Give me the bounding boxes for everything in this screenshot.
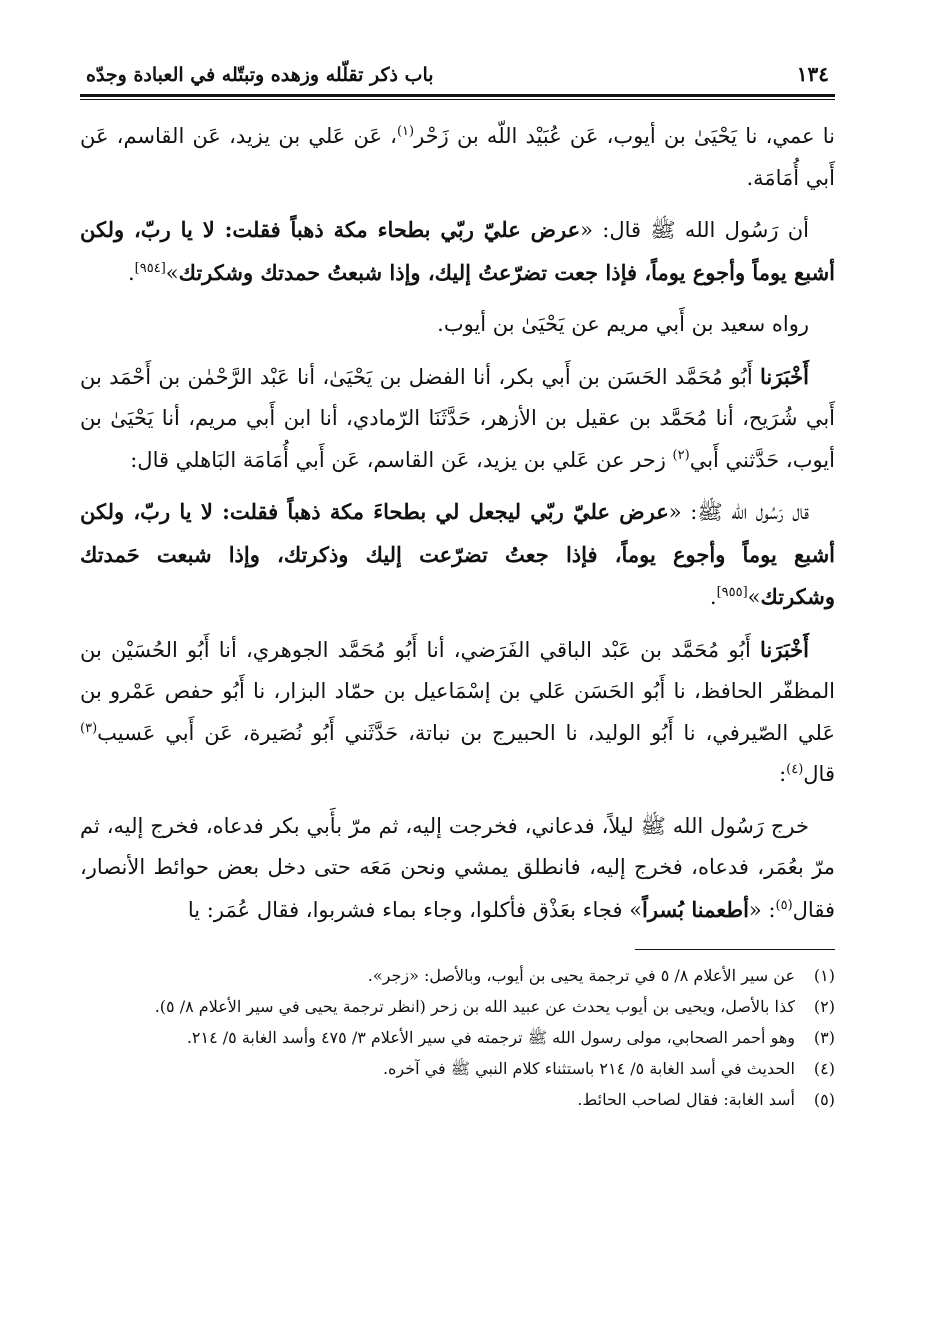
paragraph-6: أَخْبَرَنا أَبُو مُحَمَّد بن عَبْد الباقي الفَرَضي، أنا أَبُو مُحَمَّد الجوهري، أنا أَبُو الحُسَيْن بن المظفّر الحافظ، نا أَبُو الحَسَن عَلي بن إسْمَاعيل بن حمّاد البزار، نا أَبُو حفص عَمْرو بن عَلي الصّيرفي، نا أَبُو الوليد، نا الحبيرج بن نباتة، حَدَّثَني أَبُو نُصَيرة، عَن أَبي عَسيب$^{(٣)}$ قال$^{(٤)}$: — [80, 636, 835, 786]
book-page — [80, 52, 835, 1115]
hadith-text-3: أطعمنا بُسراً — [642, 896, 749, 922]
footnote-1: (١) عن سير الأعلام ٨/ ٥ في ترجمة يحيى بن أيوب، وبالأصل: «زجر». — [367, 966, 835, 985]
footnote-3: (٣) وهو أحمر الصحابي، مولى رسول الله ﷺ ترجمته في سير الأعلام ٣/ ٤٧٥ وأسد الغابة ٥/ ٢١٤. — [186, 1028, 835, 1047]
hadith-number-955: [٩٥٥] — [716, 585, 748, 600]
footnote-2: (٢) كذا بالأصل، ويحيى بن أيوب يحدث عن عبيد الله بن زحر (انظر ترجمة يحيى في سير الأعلام ٨/ ٥). — [154, 997, 835, 1016]
footnote-separator — [635, 949, 835, 950]
paragraph-3: رواه سعيد بن أَبي مريم عن يَحْيَىٰ بن أيوب. — [437, 312, 809, 336]
hadith-number-954: [٩٥٤] — [134, 260, 166, 276]
paragraph-7: خرج رَسُول الله ﷺ ليلاً، فدعاني، فخرجت إليه، ثم مرّ بأَبي بكر فدعاه، فخرج إليه، ثم مرّ بعُمَر، فدعاه، فخرج إليه، فانطلق يمشي ونحن مَعَه حتى دخل بعض حوائط الأنصار، فقال$^{(٥)}$: «أطعمنا بُسراً» فجاء بعَذْق فأكلوا، وجاء بماء فشربوا، فقال عُمَر: يا — [80, 813, 835, 922]
akhbarana-lead: أَخْبَرَنا — [760, 363, 809, 389]
paragraph-5: قال رَسُول الله ﷺ: «عرض عليّ ربّي ليجعل لي بطحاءَ مكة ذهباً فقلت: لا يا ربّ، ولكن أشبع يوماً وأجوع يوماً، فإذا جعتُ تضرّعت إليك وذكرتك، وإذا شبعت حَمدتك وشكرتك»[٩٥٥]. — [80, 499, 835, 609]
hadith-text-1: عرض عليّ ربّي بطحاء مكة ذهباً فقلت: لا يا ربّ، ولكن أشبع يوماً وأجوع يوماً، فإذا جعت تضرّعتُ إليك، وإذا شبعتُ حمدتك وشكرتك — [80, 217, 835, 285]
main-text — [80, 116, 835, 931]
footnote-5: (٥) أسد الغابة: فقال لصاحب الحائط. — [577, 1090, 835, 1109]
paragraph-1: نا عمي، نا يَحْيَىٰ بن أيوب، عَن عُبَيْد اللّه بن زَحْر$^{(١)}$، عَن عَلي بن يزيد، عَن القاسم، عَن أَبي أُمَامَة. — [80, 124, 835, 190]
running-title: باب ذكر تقلّله وزهده وتبتّله في العبادة وجدّه — [86, 64, 434, 86]
akhbarana-lead: أَخْبَرَنا — [760, 636, 809, 662]
footnote-ref-2[interactable]: (٢) — [672, 447, 690, 463]
paragraph-4: أَخْبَرَنا أَبُو مُحَمَّد الحَسَن بن أَبي بكر، أنا الفضل بن يَحْيَىٰ، أنا عَبْد الرَّحْمٰن بن أَحْمَد بن أَبي شُرَيح، أنا مُحَمَّد بن عقيل بن الأزهر، حَدَّثَنَا الرّمادي، أنا ابن أَبي مريم، أنا يَحْيَىٰ بن أيوب، حَدَّثني أَبي$^{(٢)}$ زحر عن عَلي بن يزيد، عَن القاسم، عَن أَبي أُمَامَة البَاهلي قال: — [80, 363, 835, 472]
page-number: ١٣٤ — [796, 62, 829, 86]
footnote-ref-4[interactable]: (٤) — [786, 762, 804, 777]
paragraph-2: أن رَسُول الله ﷺ قال: «عرض عليّ ربّي بطحاء مكة ذهباً فقلت: لا يا ربّ، ولكن أشبع يوماً وأجوع يوماً، فإذا جعت تضرّعتُ إليك، وإذا شبعتُ حمدتك وشكرتك»[٩٥٤]. — [80, 217, 835, 285]
footnotes — [80, 960, 835, 1115]
header-rule-thin — [80, 99, 835, 100]
footnote-ref-1[interactable]: (١) — [396, 124, 415, 139]
hadith-text-2: عرض عليّ ربّي ليجعل لي بطحاءَ مكة ذهباً فقلت: لا يا ربّ، ولكن أشبع يوماً وأجوع يوماً، فإذا جعتُ تضرّعت إليك وذكرتك، وإذا شبعت حَمدتك وشكرتك — [80, 499, 835, 609]
header-rule — [80, 94, 835, 97]
running-header — [80, 52, 835, 86]
footnote-ref-5[interactable]: (٥) — [775, 897, 793, 913]
footnote-4: (٤) الحديث في أسد الغابة ٥/ ٢١٤ باستثناء كلام النبي ﷺ في آخره. — [382, 1059, 835, 1078]
footnote-ref-3[interactable]: (٣) — [80, 720, 98, 736]
